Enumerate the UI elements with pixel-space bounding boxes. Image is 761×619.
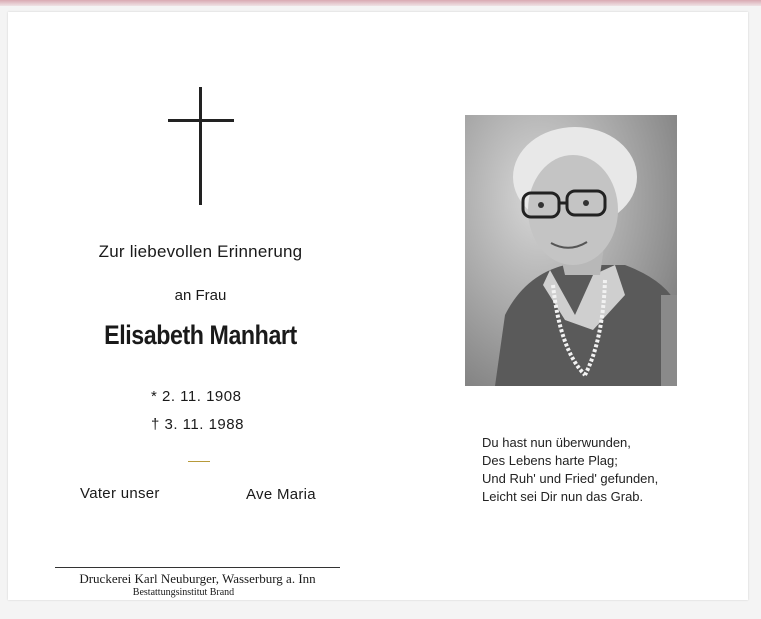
memorial-card (8, 12, 748, 600)
footer-rule (55, 567, 340, 568)
prayer-ave-maria: Ave Maria (246, 486, 316, 503)
poem-line-2: Des Lebens harte Plag; (482, 453, 618, 468)
deceased-name: Elisabeth Manhart (104, 320, 297, 350)
portrait-illustration (465, 115, 677, 386)
death-date: † 3. 11. 1988 (151, 416, 244, 433)
prayer-vater-unser: Vater unser (80, 485, 160, 502)
funeral-home-imprint: Bestattungsinstitut Brand (132, 587, 235, 598)
portrait-photo (465, 115, 677, 386)
poem-line-1: Du hast nun überwunden, (482, 435, 631, 450)
cross-vertical-bar (199, 87, 202, 205)
divider-line (188, 461, 210, 462)
poem-line-4: Leicht sei Dir nun das Grab. (482, 489, 644, 504)
birth-date: * 2. 11. 1908 (151, 388, 242, 405)
scan-top-edge (0, 0, 761, 6)
poem-line-3: Und Ruh' und Fried' gefunden, (482, 471, 659, 486)
cross-horizontal-bar (168, 119, 234, 122)
salutation-text: an Frau (174, 287, 227, 304)
intro-text: Zur liebevollen Erinnerung (98, 242, 303, 261)
printer-imprint: Druckerei Karl Neuburger, Wasserburg a. Inn (79, 571, 316, 586)
